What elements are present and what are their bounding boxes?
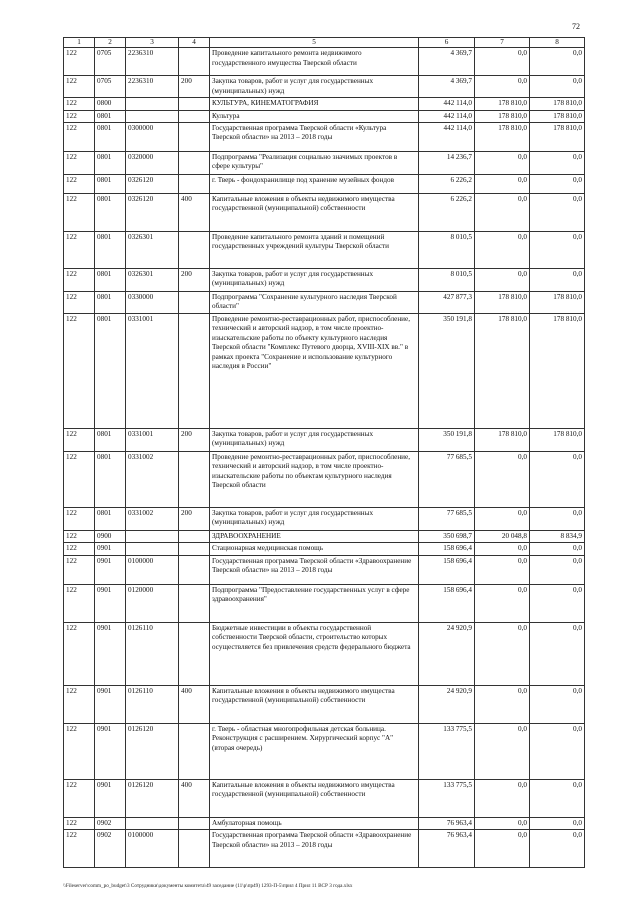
vr-cell <box>179 232 210 269</box>
sum-2015-cell: 0,0 <box>475 723 530 779</box>
description-cell: Культура <box>210 110 419 122</box>
vr-cell <box>179 817 210 829</box>
csr-cell: 0126110 <box>126 622 179 685</box>
header-cell: 1 <box>64 38 95 48</box>
razdel-cell: 0801 <box>95 194 126 232</box>
csr-cell: 0326120 <box>126 175 179 194</box>
sum-2016-cell: 0,0 <box>530 452 585 508</box>
sum-2015-cell: 178 810,0 <box>475 98 530 110</box>
sum-2014-cell: 6 226,2 <box>419 194 475 232</box>
sum-2016-cell: 0,0 <box>530 584 585 622</box>
csr-cell: 0331001 <box>126 429 179 452</box>
sum-2016-cell: 0,0 <box>530 232 585 269</box>
sum-2016-cell: 178 810,0 <box>530 292 585 314</box>
sum-2014-cell: 6 226,2 <box>419 175 475 194</box>
sum-2015-cell: 0,0 <box>475 269 530 292</box>
gv-cell: 122 <box>64 98 95 110</box>
sum-2016-cell: 178 810,0 <box>530 314 585 429</box>
gv-cell: 122 <box>64 543 95 555</box>
razdel-cell: 0901 <box>95 685 126 723</box>
table-row <box>64 531 585 543</box>
description-cell: Государственная программа Тверской области «Культура Тверской области» на 2013 – 2018 годы <box>210 123 419 152</box>
vr-cell <box>179 175 210 194</box>
razdel-cell: 0801 <box>95 508 126 531</box>
description-cell: Стационарная медицинская помощь <box>210 543 419 555</box>
sum-2016-cell: 8 834,9 <box>530 531 585 543</box>
csr-cell <box>126 110 179 122</box>
sum-2016-cell: 0,0 <box>530 175 585 194</box>
sum-2015-cell: 0,0 <box>475 76 530 98</box>
razdel-cell: 0801 <box>95 429 126 452</box>
vr-cell <box>179 830 210 868</box>
vr-cell <box>179 555 210 584</box>
table-row <box>64 452 585 508</box>
vr-cell: 400 <box>179 685 210 723</box>
csr-cell: 0326301 <box>126 269 179 292</box>
vr-cell <box>179 152 210 175</box>
vr-cell <box>179 48 210 76</box>
csr-cell: 0120000 <box>126 584 179 622</box>
gv-cell: 122 <box>64 152 95 175</box>
sum-2015-cell: 0,0 <box>475 830 530 868</box>
sum-2014-cell: 14 236,7 <box>419 152 475 175</box>
csr-cell: 0326301 <box>126 232 179 269</box>
description-cell: Закупка товаров, работ и услуг для государственных (муниципальных) нужд <box>210 429 419 452</box>
vr-cell: 200 <box>179 429 210 452</box>
sum-2015-cell: 178 810,0 <box>475 429 530 452</box>
budget-table <box>63 37 585 868</box>
gv-cell: 122 <box>64 123 95 152</box>
sum-2015-cell: 0,0 <box>475 584 530 622</box>
gv-cell: 122 <box>64 685 95 723</box>
razdel-cell: 0801 <box>95 314 126 429</box>
sum-2014-cell: 24 920,9 <box>419 685 475 723</box>
sum-2015-cell: 0,0 <box>475 452 530 508</box>
sum-2014-cell: 133 775,5 <box>419 779 475 817</box>
gv-cell: 122 <box>64 429 95 452</box>
table-row <box>64 98 585 110</box>
sum-2014-cell: 350 191,8 <box>419 314 475 429</box>
table-row <box>64 622 585 685</box>
sum-2016-cell: 0,0 <box>530 194 585 232</box>
razdel-cell: 0801 <box>95 110 126 122</box>
gv-cell: 122 <box>64 817 95 829</box>
sum-2015-cell: 0,0 <box>475 622 530 685</box>
gv-cell: 122 <box>64 531 95 543</box>
vr-cell <box>179 98 210 110</box>
description-cell: Закупка товаров, работ и услуг для государственных (муниципальных) нужд <box>210 508 419 531</box>
gv-cell: 122 <box>64 269 95 292</box>
sum-2014-cell: 158 696,4 <box>419 543 475 555</box>
sum-2016-cell: 0,0 <box>530 685 585 723</box>
description-cell: Бюджетные инвестиции в объекты государственной собственности Тверской области, строительство которых осуществляется без привлечения средств федерального бюджета <box>210 622 419 685</box>
csr-cell: 0300000 <box>126 123 179 152</box>
razdel-cell: 0800 <box>95 98 126 110</box>
table-row <box>64 76 585 98</box>
razdel-cell: 0801 <box>95 232 126 269</box>
description-cell: Проведение ремонтно-реставрационных работ, приспособление, технический и авторский надзор, в том числе проектно-изыскательские работы по объектам культурного наследия Тверской области <box>210 452 419 508</box>
sum-2014-cell: 427 877,3 <box>419 292 475 314</box>
gv-cell: 122 <box>64 584 95 622</box>
sum-2016-cell: 178 810,0 <box>530 429 585 452</box>
razdel-cell: 0705 <box>95 48 126 76</box>
sum-2016-cell: 0,0 <box>530 48 585 76</box>
razdel-cell: 0901 <box>95 723 126 779</box>
sum-2014-cell: 158 696,4 <box>419 555 475 584</box>
header-cell: 2 <box>95 38 126 48</box>
sum-2014-cell: 350 191,8 <box>419 429 475 452</box>
table-row <box>64 508 585 531</box>
razdel-cell: 0902 <box>95 817 126 829</box>
vr-cell <box>179 622 210 685</box>
table-row <box>64 584 585 622</box>
header-cell: 4 <box>179 38 210 48</box>
description-cell: Амбулаторная помощь <box>210 817 419 829</box>
description-cell: Государственная программа Тверской области «Здравоохранение Тверской области» на 2013 – 2018 годы <box>210 555 419 584</box>
razdel-cell: 0901 <box>95 779 126 817</box>
vr-cell <box>179 110 210 122</box>
table-row <box>64 314 585 429</box>
table-row <box>64 830 585 868</box>
vr-cell: 400 <box>179 779 210 817</box>
description-cell: Капитальные вложения в объекты недвижимого имущества государственной (муниципальной) собственности <box>210 779 419 817</box>
table-row <box>64 685 585 723</box>
description-cell: КУЛЬТУРА, КИНЕМАТОГРАФИЯ <box>210 98 419 110</box>
vr-cell <box>179 543 210 555</box>
table-row <box>64 232 585 269</box>
csr-cell: 2236310 <box>126 76 179 98</box>
csr-cell: 2236310 <box>126 48 179 76</box>
csr-cell: 0126120 <box>126 723 179 779</box>
sum-2016-cell: 0,0 <box>530 508 585 531</box>
gv-cell: 122 <box>64 723 95 779</box>
sum-2015-cell: 178 810,0 <box>475 314 530 429</box>
description-cell: Закупка товаров, работ и услуг для государственных (муниципальных) нужд <box>210 269 419 292</box>
sum-2015-cell: 178 810,0 <box>475 110 530 122</box>
sum-2014-cell: 350 698,7 <box>419 531 475 543</box>
razdel-cell: 0801 <box>95 452 126 508</box>
razdel-cell: 0801 <box>95 152 126 175</box>
csr-cell: 0126110 <box>126 685 179 723</box>
csr-cell: 0330000 <box>126 292 179 314</box>
gv-cell: 122 <box>64 314 95 429</box>
table-row <box>64 110 585 122</box>
sum-2014-cell: 4 369,7 <box>419 76 475 98</box>
sum-2016-cell: 0,0 <box>530 817 585 829</box>
description-cell: Проведение капитального ремонта недвижимого государственного имущества Тверской области <box>210 48 419 76</box>
sum-2016-cell: 0,0 <box>530 269 585 292</box>
description-cell: ЗДРАВООХРАНЕНИЕ <box>210 531 419 543</box>
gv-cell: 122 <box>64 232 95 269</box>
table-row <box>64 779 585 817</box>
razdel-cell: 0901 <box>95 555 126 584</box>
description-cell: Проведение капитального ремонта зданий и помещений государственных учреждений культуры Тверской области <box>210 232 419 269</box>
header-cell: 3 <box>126 38 179 48</box>
sum-2016-cell: 0,0 <box>530 543 585 555</box>
table-row <box>64 555 585 584</box>
description-cell: Подпрограмма "Реализация социально значимых проектов в сфере культуры" <box>210 152 419 175</box>
page-number: 72 <box>572 22 580 31</box>
csr-cell: 0100000 <box>126 555 179 584</box>
vr-cell <box>179 123 210 152</box>
sum-2015-cell: 0,0 <box>475 508 530 531</box>
description-cell: Государственная программа Тверской области «Здравоохранение Тверской области» на 2013 – 2018 годы <box>210 830 419 868</box>
sum-2015-cell: 178 810,0 <box>475 123 530 152</box>
description-cell: Капитальные вложения в объекты недвижимого имущества государственной (муниципальной) собственности <box>210 685 419 723</box>
table-body <box>64 48 585 868</box>
gv-cell: 122 <box>64 555 95 584</box>
vr-cell <box>179 292 210 314</box>
gv-cell: 122 <box>64 508 95 531</box>
table-row <box>64 152 585 175</box>
vr-cell: 200 <box>179 76 210 98</box>
gv-cell: 122 <box>64 622 95 685</box>
sum-2015-cell: 0,0 <box>475 194 530 232</box>
csr-cell: 0126120 <box>126 779 179 817</box>
sum-2015-cell: 0,0 <box>475 543 530 555</box>
sum-2015-cell: 0,0 <box>475 685 530 723</box>
table-row <box>64 175 585 194</box>
sum-2016-cell: 178 810,0 <box>530 123 585 152</box>
gv-cell: 122 <box>64 452 95 508</box>
gv-cell: 122 <box>64 76 95 98</box>
description-cell: Проведение ремонтно-реставрационных работ, приспособление, технический и авторский надзор, в том числе проектно-изыскательские работы по объекту культурного наследия Тверской области "Комплекс Путевого дворца, XVIII-XIX вв." в рамках проекта "Сохранение и использование культурного наследия в России" <box>210 314 419 429</box>
sum-2016-cell: 0,0 <box>530 830 585 868</box>
vr-cell <box>179 531 210 543</box>
table-row <box>64 292 585 314</box>
sum-2015-cell: 20 048,8 <box>475 531 530 543</box>
csr-cell: 0331002 <box>126 508 179 531</box>
razdel-cell: 0901 <box>95 543 126 555</box>
sum-2014-cell: 442 114,0 <box>419 110 475 122</box>
vr-cell <box>179 452 210 508</box>
csr-cell: 0100000 <box>126 830 179 868</box>
sum-2014-cell: 158 696,4 <box>419 584 475 622</box>
table-row <box>64 723 585 779</box>
csr-cell: 0331002 <box>126 452 179 508</box>
razdel-cell: 0705 <box>95 76 126 98</box>
header-cell: 7 <box>475 38 530 48</box>
vr-cell <box>179 723 210 779</box>
table-row <box>64 48 585 76</box>
header-cell: 8 <box>530 38 585 48</box>
table-row <box>64 269 585 292</box>
sum-2015-cell: 0,0 <box>475 779 530 817</box>
vr-cell: 200 <box>179 269 210 292</box>
sum-2015-cell: 0,0 <box>475 175 530 194</box>
vr-cell: 400 <box>179 194 210 232</box>
description-cell: Капитальные вложения в объекты недвижимого имущества государственной (муниципальной) собственности <box>210 194 419 232</box>
vr-cell <box>179 314 210 429</box>
sum-2016-cell: 0,0 <box>530 555 585 584</box>
sum-2014-cell: 76 963,4 <box>419 817 475 829</box>
sum-2015-cell: 0,0 <box>475 48 530 76</box>
description-cell: Подпрограмма "Предоставление государственных услуг в сфере здравоохранения" <box>210 584 419 622</box>
sum-2014-cell: 8 010,5 <box>419 232 475 269</box>
sum-2016-cell: 0,0 <box>530 76 585 98</box>
csr-cell: 0331001 <box>126 314 179 429</box>
gv-cell: 122 <box>64 830 95 868</box>
csr-cell <box>126 531 179 543</box>
description-cell: Подпрограмма "Сохранение культурного наследия Тверской области" <box>210 292 419 314</box>
sum-2014-cell: 24 920,9 <box>419 622 475 685</box>
sum-2015-cell: 0,0 <box>475 555 530 584</box>
sum-2015-cell: 0,0 <box>475 232 530 269</box>
table-row <box>64 817 585 829</box>
sum-2014-cell: 76 963,4 <box>419 830 475 868</box>
sum-2014-cell: 77 685,5 <box>419 508 475 531</box>
gv-cell: 122 <box>64 110 95 122</box>
description-cell: г. Тверь - фондохранилище под хранение музейных фондов <box>210 175 419 194</box>
sum-2015-cell: 0,0 <box>475 817 530 829</box>
razdel-cell: 0801 <box>95 175 126 194</box>
gv-cell: 122 <box>64 292 95 314</box>
razdel-cell: 0900 <box>95 531 126 543</box>
sum-2014-cell: 442 114,0 <box>419 98 475 110</box>
razdel-cell: 0801 <box>95 292 126 314</box>
razdel-cell: 0901 <box>95 622 126 685</box>
sum-2014-cell: 4 369,7 <box>419 48 475 76</box>
sum-2014-cell: 8 010,5 <box>419 269 475 292</box>
header-cell: 5 <box>210 38 419 48</box>
sum-2014-cell: 133 775,5 <box>419 723 475 779</box>
sum-2016-cell: 0,0 <box>530 622 585 685</box>
description-cell: г. Тверь - областная многопрофильная детская больница. Реконструкция с расширением. Хирургический корпус "А" (вторая очередь) <box>210 723 419 779</box>
csr-cell <box>126 98 179 110</box>
sum-2016-cell: 0,0 <box>530 152 585 175</box>
sum-2016-cell: 0,0 <box>530 723 585 779</box>
sum-2014-cell: 77 685,5 <box>419 452 475 508</box>
razdel-cell: 0901 <box>95 584 126 622</box>
csr-cell <box>126 543 179 555</box>
sum-2016-cell: 0,0 <box>530 779 585 817</box>
sum-2014-cell: 442 114,0 <box>419 123 475 152</box>
gv-cell: 122 <box>64 779 95 817</box>
sum-2015-cell: 0,0 <box>475 152 530 175</box>
table-row <box>64 123 585 152</box>
table-row <box>64 429 585 452</box>
table-row <box>64 543 585 555</box>
csr-cell: 0326120 <box>126 194 179 232</box>
razdel-cell: 0801 <box>95 123 126 152</box>
gv-cell: 122 <box>64 194 95 232</box>
gv-cell: 122 <box>64 48 95 76</box>
header-row <box>64 38 585 48</box>
header-cell: 6 <box>419 38 475 48</box>
table-row <box>64 194 585 232</box>
sum-2016-cell: 178 810,0 <box>530 98 585 110</box>
sum-2015-cell: 178 810,0 <box>475 292 530 314</box>
razdel-cell: 0801 <box>95 269 126 292</box>
csr-cell <box>126 817 179 829</box>
gv-cell: 122 <box>64 175 95 194</box>
razdel-cell: 0902 <box>95 830 126 868</box>
vr-cell: 200 <box>179 508 210 531</box>
vr-cell <box>179 584 210 622</box>
description-cell: Закупка товаров, работ и услуг для государственных (муниципальных) нужд <box>210 76 419 98</box>
sum-2016-cell: 178 810,0 <box>530 110 585 122</box>
file-path-footer: \\Fileserver\comm_po_budget\3 Сотрудники\документы комитета\49 заседание (11\р\пр49) 1293-П-5\прил 4 Прил 11 ВСР 3 года.xlsx <box>63 883 353 889</box>
csr-cell: 0320000 <box>126 152 179 175</box>
